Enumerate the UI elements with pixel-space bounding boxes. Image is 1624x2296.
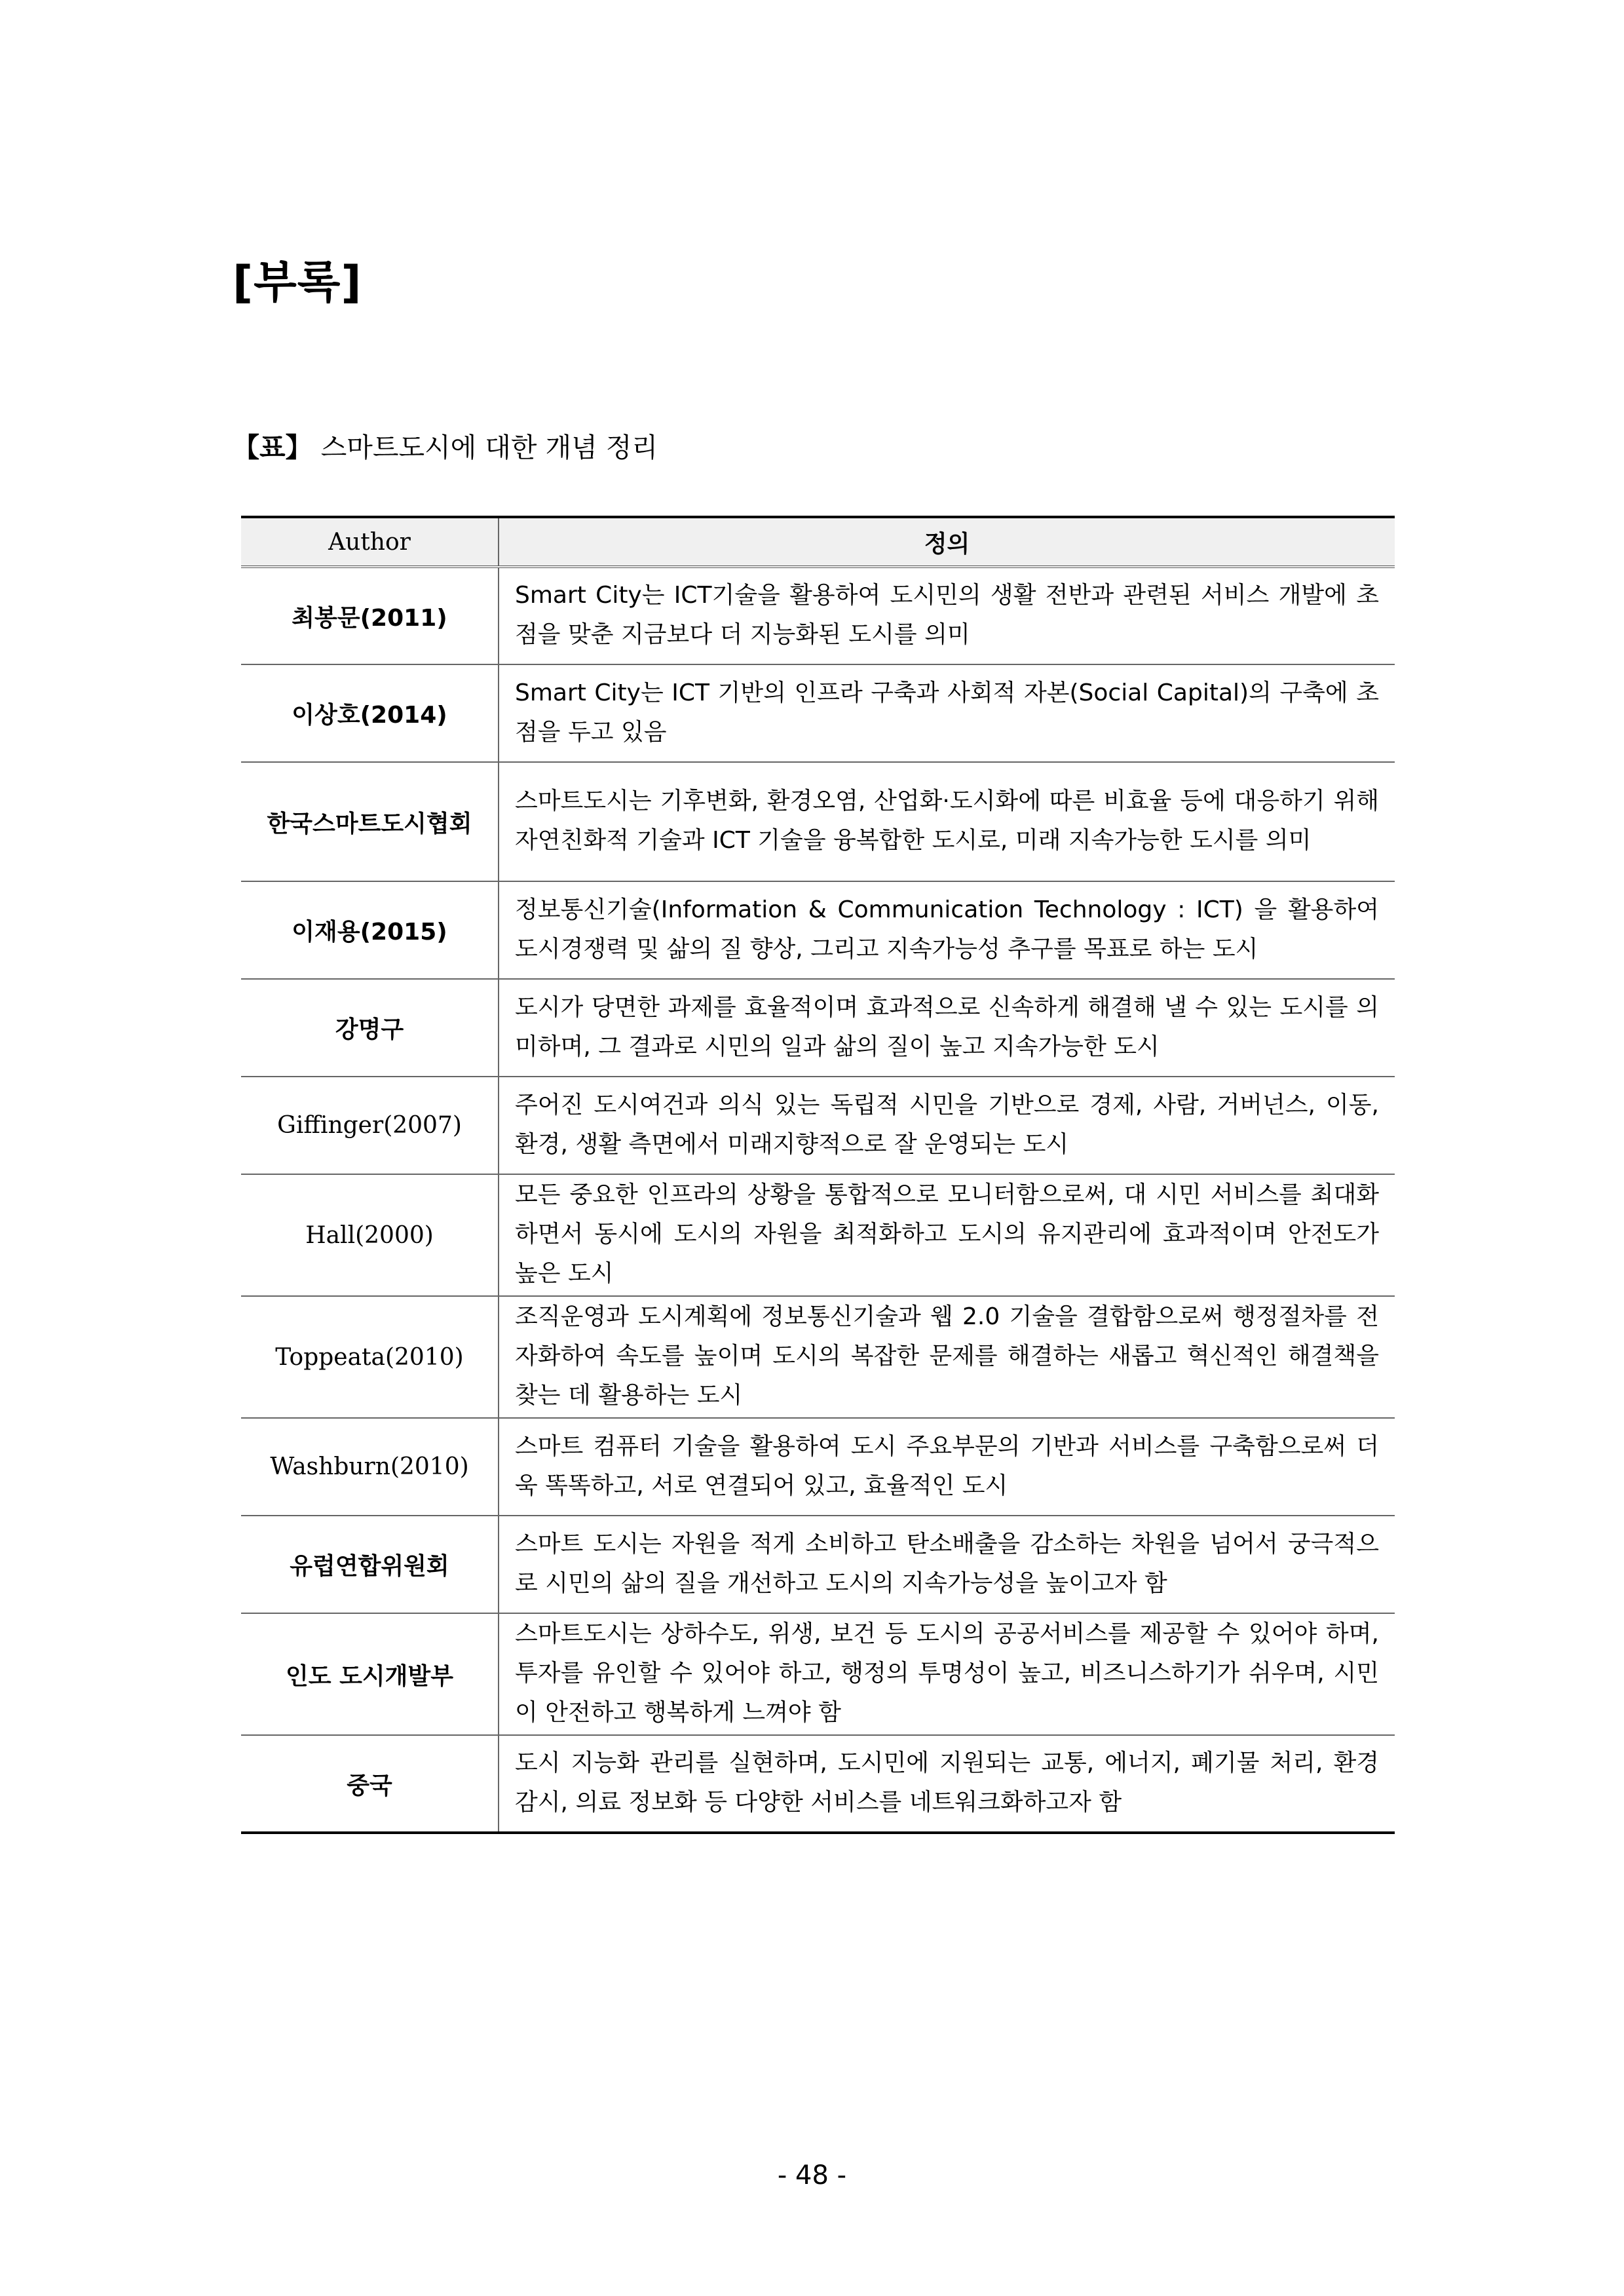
table-row [241, 567, 1395, 664]
table-header-row [241, 517, 1395, 567]
table-row [241, 762, 1395, 881]
definition-cell: Smart City는 ICT기술을 활용하여 도시민의 생활 전반과 관련된 서비스 개발에 초점을 맞춘 지금보다 더 지능화된 도시를 의미 [515, 582, 1379, 648]
definition-cell: 도시 지능화 관리를 실현하며, 도시민에 지원되는 교통, 에너지, 폐기물 처리, 환경 감시, 의료 정보화 등 다양한 서비스를 네트워크화하고자 함 [515, 1750, 1379, 1816]
definition-cell: 조직운영과 도시계획에 정보통신기술과 웹 2.0 기술을 결합함으로써 행정절차를 전자화하여 속도를 높이며 도시의 복잡한 문제를 해결하는 새롭고 혁신적인 해결책을 찾는 데 활용하는 도시 [515, 1303, 1379, 1409]
author-cell: 강명구 [241, 979, 499, 1077]
author-cell: 유럽연합위원회 [241, 1516, 499, 1613]
definition-cell: 정보통신기술(Information & Communication Technology : ICT) 을 활용하여 도시경쟁력 및 삶의 질 향상, 그리고 지속가능성 추구를 목표로 하는 도시 [515, 896, 1379, 963]
definition-cell: 스마트도시는 상하수도, 위생, 보건 등 도시의 공공서비스를 제공할 수 있어야 하며, 투자를 유인할 수 있어야 하고, 행정의 투명성이 높고, 비즈니스하기가 쉬우며, 시민이 안전하고 행복하게 느껴야 함 [515, 1620, 1379, 1726]
definition-cell: 도시가 당면한 과제를 효율적이며 효과적으로 신속하게 해결해 낼 수 있는 도시를 의미하며, 그 결과로 시민의 일과 삶의 질이 높고 지속가능한 도시 [515, 993, 1379, 1060]
table-row [241, 1418, 1395, 1516]
header-definition: 정의 [924, 530, 970, 558]
table-caption-bracket: 【표】 [233, 432, 312, 463]
definition-cell: Smart City는 ICT 기반의 인프라 구축과 사회적 자본(Social Capital)의 구축에 초점을 두고 있음 [515, 679, 1379, 746]
table-row [241, 1516, 1395, 1613]
table-caption [233, 434, 658, 461]
table-row [241, 1296, 1395, 1418]
table-row [241, 979, 1395, 1077]
author-cell: 이재용(2015) [241, 881, 499, 979]
author-cell: Giffinger(2007) [241, 1077, 499, 1174]
author-cell: Washburn(2010) [241, 1418, 499, 1516]
definition-cell: 모든 중요한 인프라의 상황을 통합적으로 모니터함으로써, 대 시민 서비스를 최대화 하면서 동시에 도시의 자원을 최적화하고 도시의 유지관리에 효과적이며 안전도가 높은 도시 [515, 1181, 1379, 1287]
author-cell: 중국 [241, 1735, 499, 1833]
definition-cell: 스마트 컴퓨터 기술을 활용하여 도시 주요부문의 기반과 서비스를 구축함으로써 더욱 똑똑하고, 서로 연결되어 있고, 효율적인 도시 [515, 1432, 1379, 1499]
table-row [241, 1735, 1395, 1833]
author-cell: Hall(2000) [241, 1174, 499, 1296]
table-caption-text: 스마트도시에 대한 개념 정리 [312, 432, 658, 463]
table-row [241, 881, 1395, 979]
table-row [241, 664, 1395, 762]
author-cell: 인도 도시개발부 [241, 1613, 499, 1735]
author-cell: 최봉문(2011) [241, 567, 499, 664]
table-row [241, 1613, 1395, 1735]
author-cell: 한국스마트도시협회 [241, 762, 499, 881]
definition-cell: 스마트 도시는 자원을 적게 소비하고 탄소배출을 감소하는 차원을 넘어서 궁극적으로 시민의 삶의 질을 개선하고 도시의 지속가능성을 높이고자 함 [515, 1530, 1379, 1597]
table-row [241, 1077, 1395, 1174]
definition-cell: 스마트도시는 기후변화, 환경오염, 산업화·도시화에 따른 비효율 등에 대응하기 위해 자연친화적 기술과 ICT 기술을 융복합한 도시로, 미래 지속가능한 도시를 의미 [515, 788, 1379, 854]
author-cell: Toppeata(2010) [241, 1296, 499, 1418]
page-number: - 48 - [777, 2160, 847, 2191]
definition-cell: 주어진 도시여건과 의식 있는 독립적 시민을 기반으로 경제, 사람, 거버넌스, 이동, 환경, 생활 측면에서 미래지향적으로 잘 운영되는 도시 [515, 1091, 1379, 1158]
table-row [241, 1174, 1395, 1296]
appendix-heading: [부록] [233, 257, 362, 309]
header-author: Author [241, 517, 499, 567]
author-cell: 이상호(2014) [241, 664, 499, 762]
smart-city-concepts-table [241, 516, 1395, 1834]
